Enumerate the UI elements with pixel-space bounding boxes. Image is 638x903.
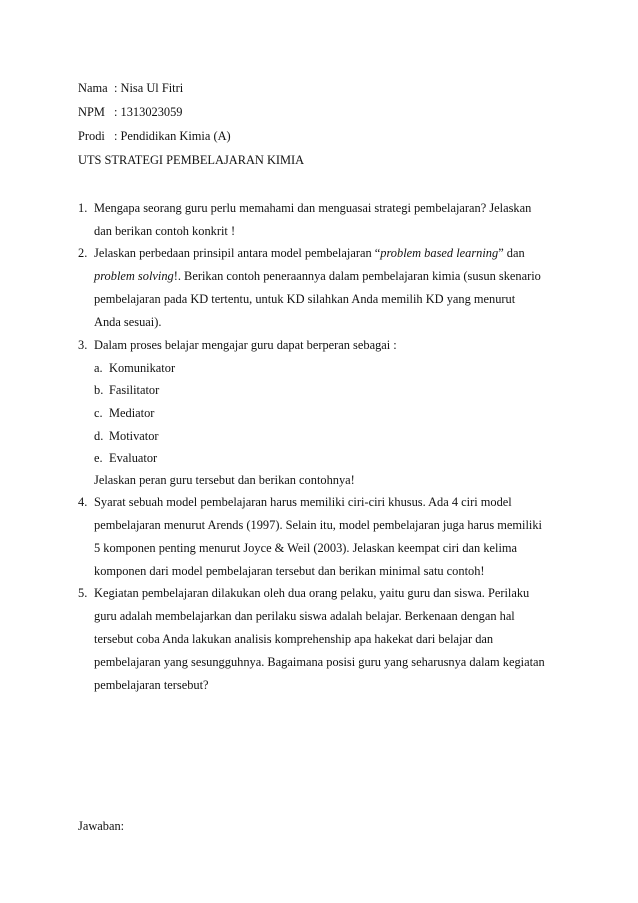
answer-label: Jawaban: <box>78 819 125 833</box>
question-2-line-1 <box>94 245 525 261</box>
question-5-line-3: tersebut coba Anda lakukan analisis komprehenship apa hakekat dari belajar dan <box>94 632 494 646</box>
item-a-text: Komunikator <box>109 361 176 375</box>
question-4-line-1: Syarat sebuah model pembelajaran harus memiliki ciri-ciri khusus. Ada 4 ciri model <box>94 495 512 509</box>
document-title: UTS STRATEGI PEMBELAJARAN KIMIA <box>78 153 305 167</box>
item-d-letter: d. <box>94 429 104 443</box>
question-4-line-4: komponen dari model pembelajaran tersebut dan berikan minimal satu contoh! <box>94 564 485 578</box>
question-2-term-pbl: problem based learning <box>380 246 499 260</box>
question-5-line-4: pembelajaran yang sesungguhnya. Bagaimana posisi guru yang seharusnya dalam kegiatan <box>94 655 545 669</box>
nama-label: Nama <box>78 81 108 95</box>
question-5-line-1: Kegiatan pembelajaran dilakukan oleh dua orang pelaku, yaitu guru dan siswa. Perilaku <box>94 586 530 600</box>
question-5-line-2: guru adalah membelajarkan dan perilaku siswa adalah belajar. Berkenaan dengan hal <box>94 609 515 623</box>
question-2-line-4: Anda sesuai). <box>94 315 162 329</box>
question-2-line-1-pre: Jelaskan perbedaan prinsipil antara model pembelajaran “ <box>94 246 381 260</box>
question-2-number: 2. <box>78 246 88 260</box>
prodi-value: : Pendidikan Kimia (A) <box>114 129 231 143</box>
item-b-letter: b. <box>94 383 104 397</box>
item-e-letter: e. <box>94 451 103 465</box>
item-e-text: Evaluator <box>109 451 158 465</box>
item-c-letter: c. <box>94 406 103 420</box>
question-5-number: 5. <box>78 586 88 600</box>
npm-value: : 1313023059 <box>114 105 183 119</box>
question-3-closing: Jelaskan peran guru tersebut dan berikan contohnya! <box>94 473 355 487</box>
question-3-line-1: Dalam proses belajar mengajar guru dapat berperan sebagai : <box>94 338 397 352</box>
item-d-text: Motivator <box>109 429 159 443</box>
prodi-label: Prodi <box>78 129 105 143</box>
question-3-number: 3. <box>78 338 88 352</box>
question-2-line-1-post: ” dan <box>498 246 525 260</box>
question-1-line-1: Mengapa seorang guru perlu memahami dan menguasai strategi pembelajaran? Jelaskan <box>94 201 532 215</box>
question-4-line-2: pembelajaran menurut Arends (1997). Selain itu, model pembelajaran juga harus memiliki <box>94 518 542 532</box>
question-4-number: 4. <box>78 495 88 509</box>
question-2-line-3: pembelajaran pada KD tertentu, untuk KD silahkan Anda memilih KD yang menurut <box>94 292 516 306</box>
npm-label: NPM <box>78 105 105 119</box>
item-c-text: Mediator <box>109 406 155 420</box>
question-2-term-ps: problem solving <box>94 269 174 283</box>
question-1-number: 1. <box>78 201 88 215</box>
item-b-text: Fasilitator <box>109 383 160 397</box>
question-5-line-5: pembelajaran tersebut? <box>94 678 209 692</box>
question-1-line-2: dan berikan contoh konkrit ! <box>94 224 236 238</box>
question-2-line-2 <box>94 268 541 284</box>
question-4-line-3: 5 komponen penting menurut Joyce & Weil (2003). Jelaskan keempat ciri dan kelima <box>94 541 518 555</box>
question-2-line-2-post: !. Berikan contoh peneraannya dalam pembelajaran kimia (susun skenario <box>173 269 541 283</box>
item-a-letter: a. <box>94 361 103 375</box>
nama-value: : Nisa Ul Fitri <box>114 81 184 95</box>
